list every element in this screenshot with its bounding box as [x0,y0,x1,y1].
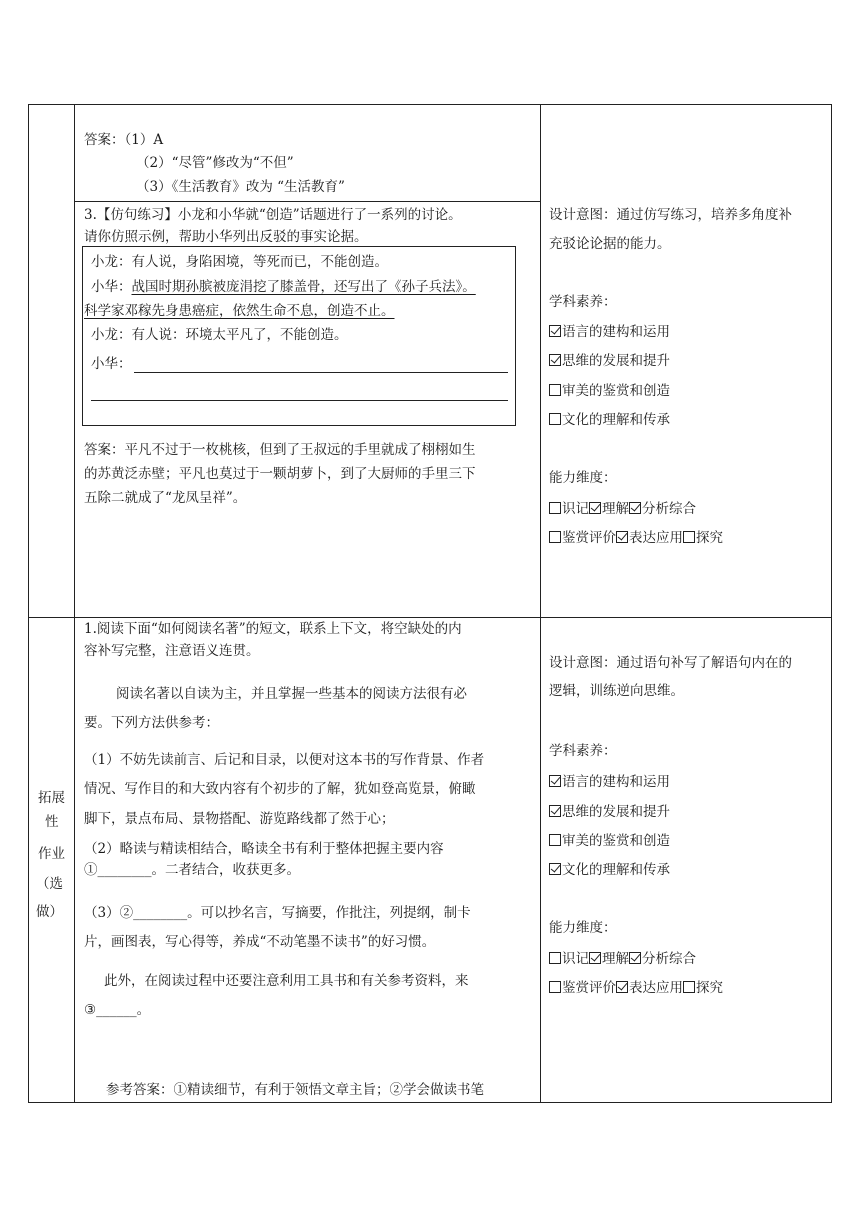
blank-line-2 [91,400,508,401]
passage-p2-line-3: 脚下，景点布局、景物搭配、游览路线都了然于心； [84,811,395,827]
side-label-line: 做） [36,904,63,920]
checkbox-checked-icon [616,531,628,543]
side-label-line: （选 [36,876,63,892]
dialogue-line-4: 小龙：有人说：环境太平凡了，不能创造。 [91,327,348,343]
side-label-line: 拓展 [38,790,65,806]
side-label-line: 作业 [38,846,65,862]
literacy-item: 思维的发展和提升 [549,805,670,820]
literacy-item: 思维的发展和提升 [549,354,670,369]
ability-row-2: 鉴赏评价 表达应用 探究 [549,531,723,546]
design-intent-line-2: 充驳论论据的能力。 [549,236,671,252]
checkbox-checked-icon [629,952,641,964]
checkbox-empty-icon [549,531,561,543]
design-intent-line-2: 逻辑，训练逆向思维。 [549,683,684,699]
checkbox-empty-icon [683,531,695,543]
design-intent-line-1: 设计意图：通过仿写练习，培养多角度补 [549,207,792,223]
checkbox-checked-icon [549,775,561,787]
literacy-item: 语言的建构和运用 [549,775,670,790]
checkbox-empty-icon [683,981,695,993]
passage-p2-line-1: （1）不妨先读前言、后记和目录，以便对这本书的写作背景、作者 [84,752,485,768]
answer-line-3: （3）《生活教育》改为 “生活教育” [136,179,345,195]
example-argument-1: 战国时期孙膑被庞涓挖了膝盖骨，还写出了《孙子兵法》。 [131,279,476,295]
passage-p3-line-1: （2）略读与精读相结合，略读全书有利于整体把握主要内容 [84,841,444,857]
checkbox-checked-icon [549,354,561,366]
question-1-line-2: 容补写完整，注意语义连贯。 [84,643,260,659]
ability-row-1: 识记 理解 分析综合 [549,952,696,967]
answer-2-line-3: 五除二就成了“龙凤呈祥”。 [84,490,247,506]
checkbox-checked-icon [549,863,561,875]
question-3-line-1: 3.【仿句练习】小龙和小华就“创造”话题进行了一系列的讨论。 [84,207,462,223]
passage-p2-line-2: 情况、写作目的和大致内容有个初步的了解，犹如登高览景，俯瞰 [84,781,476,797]
question-1-line-1: 1.阅读下面“如何阅读名著”的短文，联系上下文，将空缺处的内 [84,621,462,637]
ability-row-2: 鉴赏评价 表达应用 探究 [549,981,723,996]
passage-p5-line-1: 此外，在阅读过程中还要注意利用工具书和有关参考资料，来 [104,973,469,989]
question-3-line-2: 请你仿照示例，帮助小华列出反驳的事实论据。 [84,229,368,245]
literacy-item: 审美的鉴赏和创造 [549,384,670,399]
side-label-line: 性 [45,814,59,830]
ability-title: 能力维度： [549,470,617,486]
passage-p1-line-1: 阅读名著以自读为主，并且掌握一些基本的阅读方法很有必 [116,686,467,702]
literacy-title: 学科素养： [549,294,617,310]
answer-row-divider [74,201,540,202]
checkbox-empty-icon [549,384,561,396]
dialogue-line-2 [91,281,476,295]
literacy-item: 语言的建构和运用 [549,325,670,340]
literacy-item: 审美的鉴赏和创造 [549,834,670,849]
design-intent-line-1: 设计意图：通过语句补写了解语句内在的 [549,655,792,671]
passage-p4-line-1: （3）②________。可以抄名言，写摘要，作批注，列提纲，制卡 [84,905,471,921]
checkbox-checked-icon [549,325,561,337]
literacy-item: 文化的理解和传承 [549,863,670,878]
passage-p4-line-2: 片，画图表，写心得等，养成“不动笔墨不读书”的好习惯。 [84,934,436,950]
checkbox-empty-icon [549,834,561,846]
literacy-item: 文化的理解和传承 [549,413,670,428]
answer-2-line-1: 答案：平凡不过于一枚桃核，但到了王叔远的手里就成了栩栩如生 [84,442,476,458]
checkbox-checked-icon [549,805,561,817]
checkbox-empty-icon [549,952,561,964]
checkbox-empty-icon [549,413,561,425]
table-row-divider [28,617,832,618]
checkbox-empty-icon [549,981,561,993]
table-col-divider-2 [540,104,541,1103]
ability-title: 能力维度： [549,920,617,936]
blank-line-1 [134,372,508,373]
answer-line-1: 答案：（1）A [84,132,164,148]
example-argument-2: 科学家邓稼先身患癌症，依然生命不息，创造不止。 [84,303,395,319]
answer-2-line-2: 的苏黄泛赤壁；平凡也莫过于一颗胡萝卜，到了大厨师的手里三下 [84,466,476,482]
checkbox-checked-icon [589,502,601,514]
checkbox-checked-icon [629,502,641,514]
table-col-divider-1 [74,104,75,1103]
checkbox-empty-icon [549,502,561,514]
reference-answer: 参考答案：①精读细节，有利于领悟文章主旨；②学会做读书笔 [106,1082,484,1098]
answer-line-2: （2）“尽管”修改为“不但” [136,155,294,171]
passage-p1-line-2: 要。下列方法供参考： [84,715,219,731]
ability-row-1: 识记 理解 分析综合 [549,502,696,517]
passage-p5-line-2: ③______。 [84,1002,151,1018]
checkbox-checked-icon [589,952,601,964]
dialogue-line-5: 小华： [91,356,132,372]
speaker-label: 小华： [91,279,132,295]
dialogue-line-1: 小龙：有人说，身陷困境，等死而已，不能创造。 [91,254,388,270]
literacy-title: 学科素养： [549,743,617,759]
checkbox-checked-icon [616,981,628,993]
passage-p3-line-2: ①________。二者结合，收获更多。 [84,862,300,878]
